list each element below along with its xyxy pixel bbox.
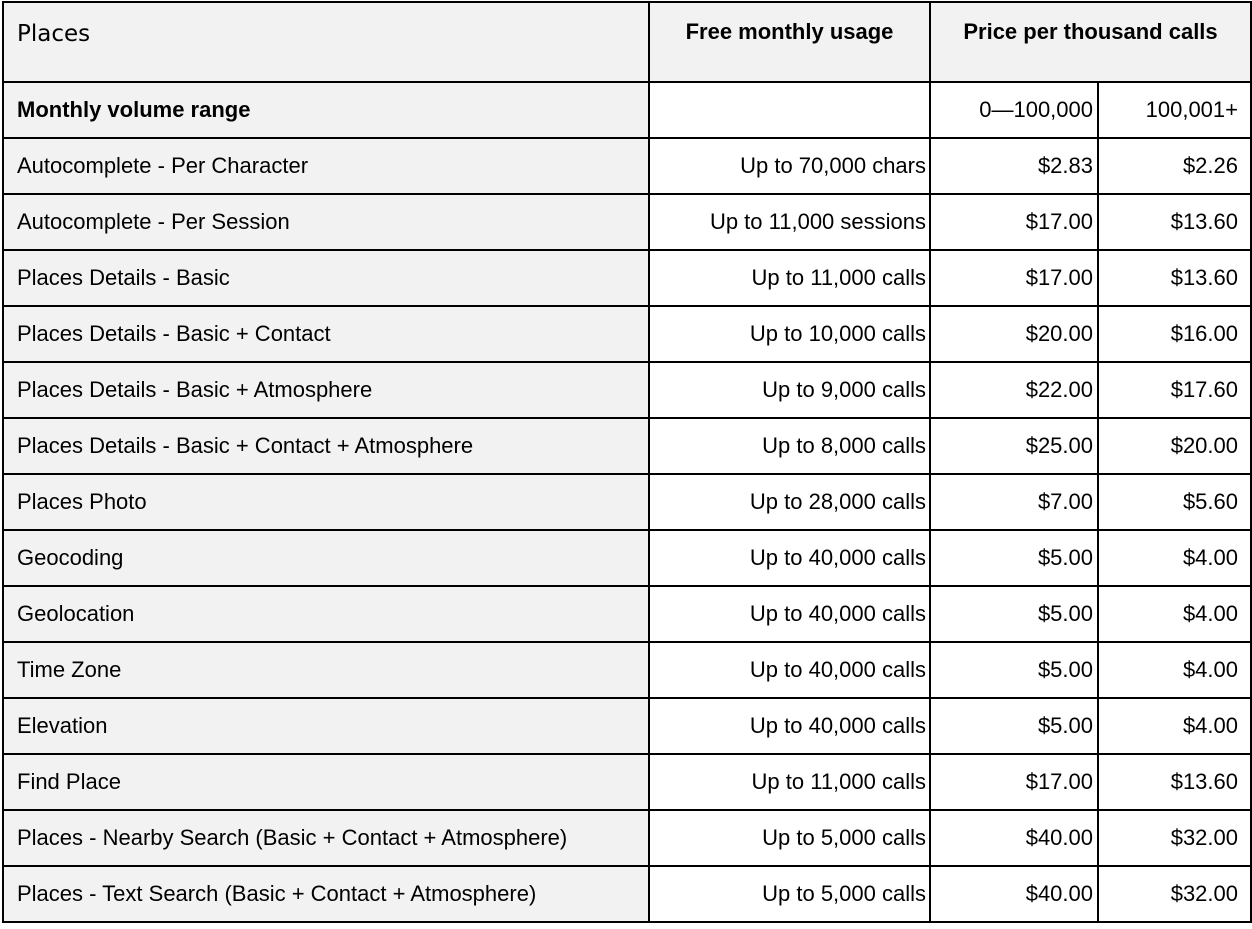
free-usage: Up to 40,000 calls bbox=[649, 642, 930, 698]
table-row bbox=[3, 586, 1251, 642]
price-high: $32.00 bbox=[1098, 866, 1251, 922]
price-low: $5.00 bbox=[930, 642, 1098, 698]
free-usage: Up to 9,000 calls bbox=[649, 362, 930, 418]
table-row bbox=[3, 362, 1251, 418]
table-row bbox=[3, 642, 1251, 698]
service-name: Elevation bbox=[3, 698, 649, 754]
price-low: $5.00 bbox=[930, 698, 1098, 754]
price-low: $40.00 bbox=[930, 810, 1098, 866]
service-name: Places Details - Basic + Contact + Atmosphere bbox=[3, 418, 649, 474]
service-name: Places Details - Basic + Contact bbox=[3, 306, 649, 362]
price-low: $20.00 bbox=[930, 306, 1098, 362]
price-high: $5.60 bbox=[1098, 474, 1251, 530]
price-high: $20.00 bbox=[1098, 418, 1251, 474]
price-low: $7.00 bbox=[930, 474, 1098, 530]
volume-range-label: Monthly volume range bbox=[3, 82, 649, 138]
free-usage: Up to 11,000 calls bbox=[649, 250, 930, 306]
range-low: 0—100,000 bbox=[930, 82, 1098, 138]
price-high: $2.26 bbox=[1098, 138, 1251, 194]
table-row bbox=[3, 866, 1251, 922]
price-high: $13.60 bbox=[1098, 250, 1251, 306]
service-name: Time Zone bbox=[3, 642, 649, 698]
range-high: 100,001+ bbox=[1098, 82, 1251, 138]
free-usage: Up to 5,000 calls bbox=[649, 866, 930, 922]
price-high: $16.00 bbox=[1098, 306, 1251, 362]
service-name: Places Details - Basic bbox=[3, 250, 649, 306]
price-high: $13.60 bbox=[1098, 194, 1251, 250]
service-name: Places Details - Basic + Atmosphere bbox=[3, 362, 649, 418]
table-row bbox=[3, 418, 1251, 474]
free-usage: Up to 40,000 calls bbox=[649, 530, 930, 586]
volume-range-blank bbox=[649, 82, 930, 138]
table-row bbox=[3, 194, 1251, 250]
free-usage: Up to 8,000 calls bbox=[649, 418, 930, 474]
service-name: Places - Text Search (Basic + Contact + Atmosphere) bbox=[3, 866, 649, 922]
table-row bbox=[3, 810, 1251, 866]
free-usage: Up to 70,000 chars bbox=[649, 138, 930, 194]
service-name: Geocoding bbox=[3, 530, 649, 586]
price-low: $17.00 bbox=[930, 194, 1098, 250]
header-row bbox=[3, 2, 1251, 82]
free-usage: Up to 40,000 calls bbox=[649, 586, 930, 642]
service-name: Autocomplete - Per Session bbox=[3, 194, 649, 250]
service-name: Find Place bbox=[3, 754, 649, 810]
price-low: $25.00 bbox=[930, 418, 1098, 474]
price-low: $17.00 bbox=[930, 250, 1098, 306]
table-row bbox=[3, 530, 1251, 586]
price-high: $4.00 bbox=[1098, 698, 1251, 754]
price-low: $22.00 bbox=[930, 362, 1098, 418]
free-usage: Up to 11,000 calls bbox=[649, 754, 930, 810]
price-high: $4.00 bbox=[1098, 530, 1251, 586]
free-usage-header: Free monthly usage bbox=[649, 2, 930, 82]
table-row bbox=[3, 138, 1251, 194]
free-usage: Up to 5,000 calls bbox=[649, 810, 930, 866]
price-high: $17.60 bbox=[1098, 362, 1251, 418]
price-high: $4.00 bbox=[1098, 642, 1251, 698]
price-header: Price per thousand calls bbox=[930, 2, 1251, 82]
table-row bbox=[3, 250, 1251, 306]
table-row bbox=[3, 698, 1251, 754]
price-high: $32.00 bbox=[1098, 810, 1251, 866]
price-low: $40.00 bbox=[930, 866, 1098, 922]
service-name: Geolocation bbox=[3, 586, 649, 642]
free-usage: Up to 40,000 calls bbox=[649, 698, 930, 754]
price-low: $2.83 bbox=[930, 138, 1098, 194]
price-high: $4.00 bbox=[1098, 586, 1251, 642]
service-name: Autocomplete - Per Character bbox=[3, 138, 649, 194]
table-title: Places bbox=[3, 2, 649, 82]
price-high: $13.60 bbox=[1098, 754, 1251, 810]
table-row bbox=[3, 306, 1251, 362]
service-name: Places Photo bbox=[3, 474, 649, 530]
free-usage: Up to 11,000 sessions bbox=[649, 194, 930, 250]
price-low: $5.00 bbox=[930, 530, 1098, 586]
volume-range-row bbox=[3, 82, 1251, 138]
pricing-table bbox=[2, 1, 1252, 923]
table-row bbox=[3, 754, 1251, 810]
price-low: $5.00 bbox=[930, 586, 1098, 642]
free-usage: Up to 10,000 calls bbox=[649, 306, 930, 362]
price-low: $17.00 bbox=[930, 754, 1098, 810]
service-name: Places - Nearby Search (Basic + Contact + Atmosphere) bbox=[3, 810, 649, 866]
free-usage: Up to 28,000 calls bbox=[649, 474, 930, 530]
table-row bbox=[3, 474, 1251, 530]
